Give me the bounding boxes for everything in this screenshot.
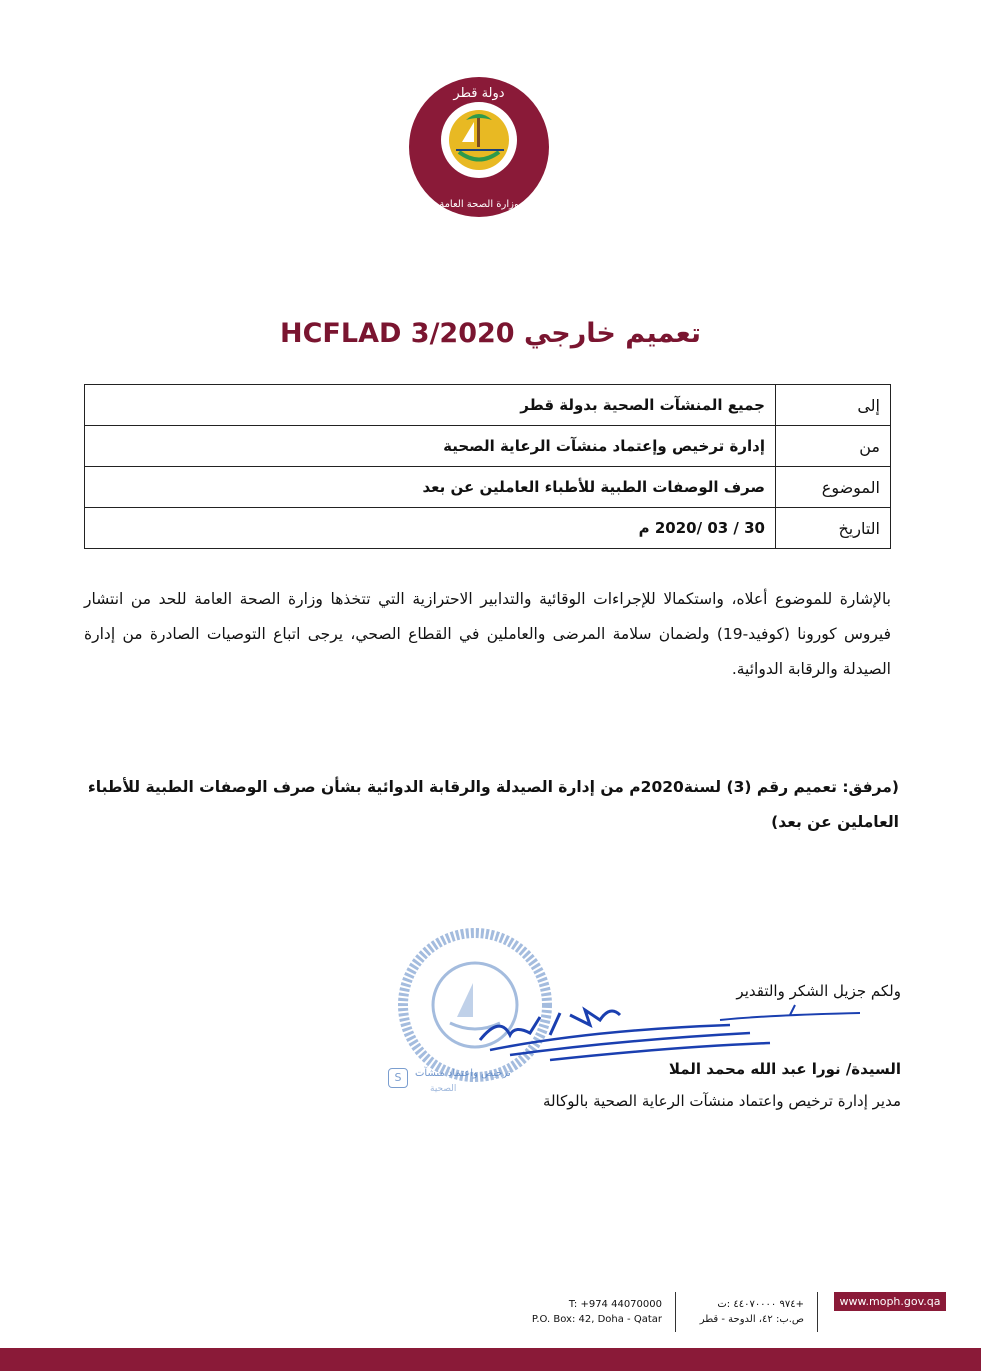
signer-name: السيدة/ نورا عبد الله محمد الملا [668,1060,901,1078]
footer-phone-ar: +٩٧٤ ٤٤٠٧٠٠٠٠ :ت [717,1299,804,1310]
footer-phone-en: T: +974 44070000 [568,1299,662,1310]
table-row [85,467,891,508]
header-info-table [84,384,891,549]
footer-contact-english [520,1297,662,1327]
ministry-logo [404,72,554,222]
attachment-note: (مرفق: تعميم رقم (3) لسنة2020م من إدارة الصيدلة والرقابة الدوائية بشأن صرف الوصفات الطبية للأطباء العاملين عن بعد) [87,778,899,831]
document-title: تعميم خارجي HCFLAD 3/2020 [280,318,701,349]
stamp-badge: S [388,1068,408,1088]
row-label: التاريخ [776,508,891,549]
footer-pobox-ar: ص.ب: ٤٢، الدوحة - قطر [699,1314,804,1325]
table-row [85,385,891,426]
row-value: إدارة ترخيص وإعتماد منشآت الرعاية الصحية [85,426,776,467]
closing-thanks: ولكم جزيل الشكر والتقدير [736,982,901,1000]
footer-divider [675,1292,676,1332]
row-label: الموضوع [776,467,891,508]
stamp-caption-secondary: الصحية [430,1084,457,1094]
footer-divider [817,1292,818,1332]
signer-title: مدير إدارة ترخيص واعتماد منشآت الرعاية الصحية بالوكالة [542,1092,901,1110]
footer-band [0,1348,981,1371]
footer-pobox-en: P.O. Box: 42, Doha - Qatar [531,1314,662,1325]
row-value: صرف الوصفات الطبية للأطباء العاملين عن بعد [85,467,776,508]
website-link[interactable]: www.moph.gov.qa [834,1292,946,1311]
footer-contact-arabic [684,1297,804,1327]
svg-text:وزارة الصحة العامة: وزارة الصحة العامة [439,199,519,210]
row-label: من [776,426,891,467]
row-value: جميع المنشآت الصحية بدولة قطر [85,385,776,426]
table-row [85,508,891,549]
handwritten-signature [470,995,870,1065]
stamp-caption: ترخيص واعتماد منشآت [415,1068,511,1079]
svg-text:دولة قطر: دولة قطر [453,86,505,101]
table-row [85,426,891,467]
row-label: إلى [776,385,891,426]
body-paragraph: بالإشارة للموضوع أعلاه، واستكمالا للإجراءات الوقائية والتدابير الاحترازية التي تتخذها وزارة الصحة العامة للحد من انتشار فيروس كورونا (كوفيد-19) ولضمان سلامة المرضى والعاملين في القطاع الصحي، يرجى اتباع التوصيات الصادرة من إدارة الصيدلة والرقابة الدوائية. [84,590,891,678]
row-value: 30 / 03 /2020 م [85,508,776,549]
